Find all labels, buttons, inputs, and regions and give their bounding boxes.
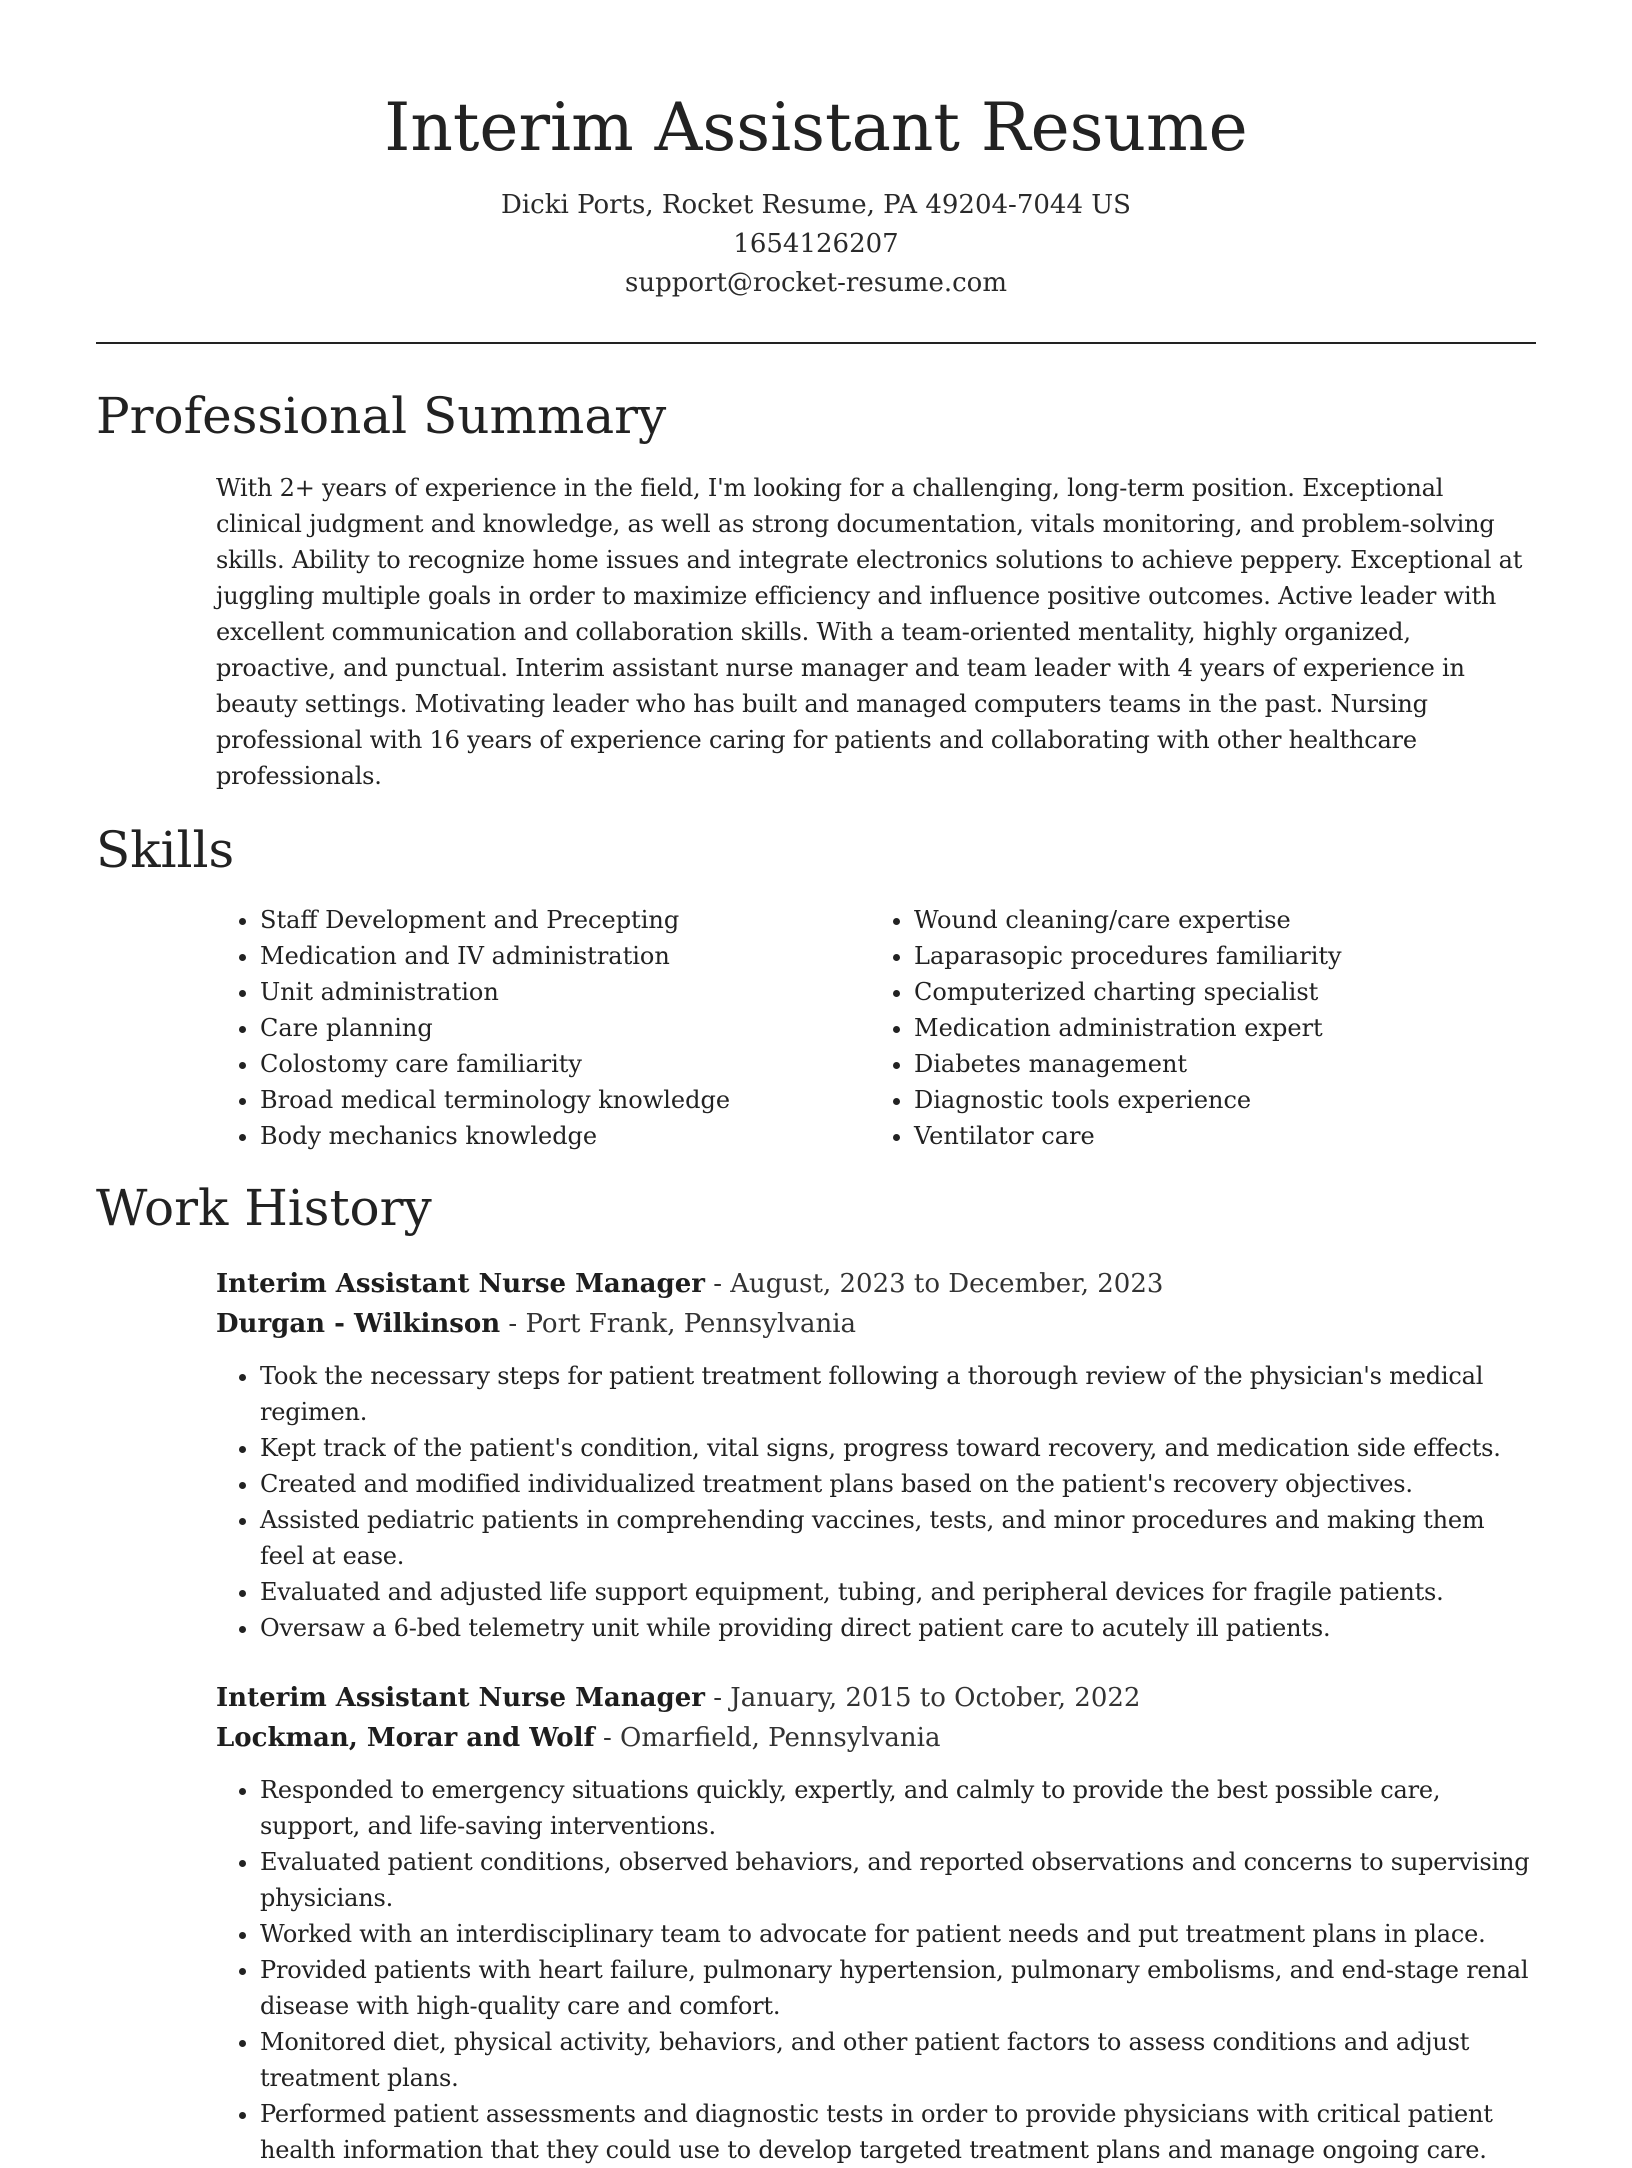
duty-item: • Oversaw a 6-bed telemetry unit while providing direct patient care to acutely ill patients. [260, 1610, 1536, 1646]
duty-item: • Performed patient assessments and diagnostic tests in order to provide physicians with critical patient health information that they could use to develop targeted treatment plans and manage ongoing care. [260, 2096, 1536, 2168]
skills-grid [216, 902, 1536, 1154]
skill-item: • Colostomy care familiarity [260, 1046, 866, 1082]
skill-item: • Body mechanics knowledge [260, 1118, 866, 1154]
summary-section [96, 384, 1536, 794]
job-company: Lockman, Morar and Wolf [216, 1723, 595, 1753]
duty-item: • Assisted pediatric patients in comprehending vaccines, tests, and minor procedures and making them feel at ease. [260, 1502, 1536, 1574]
skill-item: • Care planning [260, 1010, 866, 1046]
work-history-section [96, 1176, 1536, 2168]
job-role: Interim Assistant Nurse Manager [216, 1683, 705, 1713]
duty-item: • Kept track of the patient's condition, vital signs, progress toward recovery, and medication side effects. [260, 1430, 1536, 1466]
job-dates: August, 2023 to December, 2023 [730, 1269, 1164, 1299]
job-title-line [216, 1264, 1536, 1304]
skills-column-left [216, 902, 866, 1154]
job-title-line [216, 1678, 1536, 1718]
work-history-heading: Work History [96, 1179, 432, 1237]
skills-heading: Skills [96, 821, 235, 879]
job-separator: - [500, 1309, 526, 1339]
skills-column-right [866, 902, 1520, 1154]
summary-heading: Professional Summary [96, 387, 667, 445]
summary-text: With 2+ years of experience in the field, I'm looking for a challenging, long-term position. Exceptional clinical judgment and knowledge, as well as strong documentation, vitals monitoring, and problem-solving skills. Ability to recognize home issues and integrate electronics solutions to achieve peppery. Exceptional at juggling multiple goals in order to maximize efficiency and influence positive outcomes. Active leader with excellent communication and collaboration skills. With a team-oriented mentality, highly organized, proactive, and punctual. Interim assistant nurse manager and team leader with 4 years of experience in beauty settings. Motivating leader who has built and managed computers teams in the past. Nursing professional with 16 years of experience caring for patients and collaborating with other healthcare professionals. [216, 474, 1523, 790]
duty-item: • Responded to emergency situations quickly, expertly, and calmly to provide the best possible care, support, and life-saving interventions. [260, 1772, 1536, 1844]
skill-item: • Diabetes management [914, 1046, 1520, 1082]
job-entry [216, 1678, 1536, 2168]
contact-email: support@rocket-resume.com [624, 268, 1007, 298]
skill-item: • Wound cleaning/care expertise [914, 902, 1520, 938]
resume-title: Interim Assistant Resume [384, 89, 1248, 166]
skill-item: • Medication and IV administration [260, 938, 866, 974]
job-role: Interim Assistant Nurse Manager [216, 1269, 705, 1299]
skills-section [96, 818, 1536, 1154]
duty-item: • Worked with an interdisciplinary team to advocate for patient needs and put treatment plans in place. [260, 1916, 1536, 1952]
duty-item: • Created and modified individualized treatment plans based on the patient's recovery objectives. [260, 1466, 1536, 1502]
skill-item: • Medication administration expert [914, 1010, 1520, 1046]
job-entry [216, 1264, 1536, 1646]
resume-page [96, 0, 1536, 2168]
contact-address: Dicki Ports, Rocket Resume, PA 49204-7044 US [501, 190, 1131, 220]
skill-item: • Broad medical terminology knowledge [260, 1082, 866, 1118]
job-separator: - [594, 1723, 621, 1753]
job-duties [216, 1358, 1536, 1646]
duty-item: • Evaluated and adjusted life support equipment, tubing, and peripheral devices for fragile patients. [260, 1574, 1536, 1610]
job-separator: - [704, 1269, 731, 1299]
contact-info [96, 186, 1536, 303]
job-duties [216, 1772, 1536, 2168]
job-separator: - [704, 1683, 731, 1713]
contact-phone: 1654126207 [733, 229, 899, 259]
resume-header [96, 0, 1536, 303]
job-company: Durgan - Wilkinson [216, 1309, 501, 1339]
skill-item: • Ventilator care [914, 1118, 1520, 1154]
header-divider [96, 342, 1536, 344]
job-company-line [216, 1304, 1536, 1344]
duty-item: • Evaluated patient conditions, observed behaviors, and reported observations and concerns to supervising physicians. [260, 1844, 1536, 1916]
job-location: Port Frank, Pennsylvania [525, 1309, 857, 1339]
job-location: Omarfield, Pennsylvania [620, 1723, 941, 1753]
duty-item: • Monitored diet, physical activity, behaviors, and other patient factors to assess conditions and adjust treatment plans. [260, 2024, 1536, 2096]
duty-item: • Took the necessary steps for patient treatment following a thorough review of the physician's medical regimen. [260, 1358, 1536, 1430]
skill-item: • Diagnostic tools experience [914, 1082, 1520, 1118]
skill-item: • Laparasopic procedures familiarity [914, 938, 1520, 974]
job-company-line [216, 1718, 1536, 1758]
duty-item: • Provided patients with heart failure, pulmonary hypertension, pulmonary embolisms, and end-stage renal disease with high-quality care and comfort. [260, 1952, 1536, 2024]
skill-item: • Unit administration [260, 974, 866, 1010]
skill-item: • Computerized charting specialist [914, 974, 1520, 1010]
skill-item: • Staff Development and Precepting [260, 902, 866, 938]
job-dates: January, 2015 to October, 2022 [730, 1683, 1141, 1713]
